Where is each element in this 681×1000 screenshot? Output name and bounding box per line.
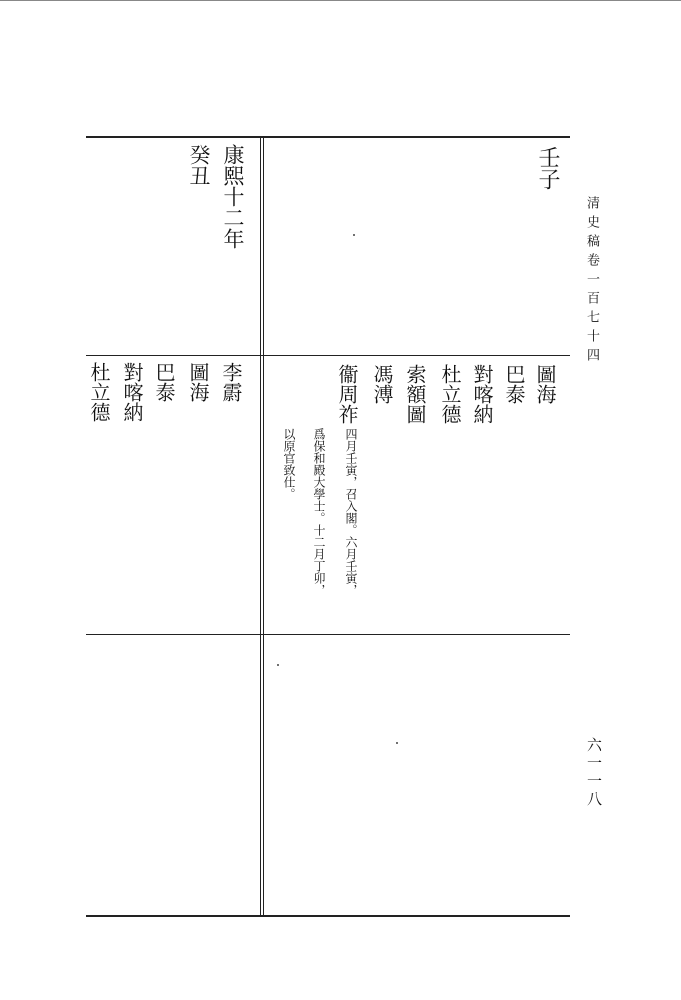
official-name: 李霨 [219,362,243,402]
scan-speck [396,742,398,744]
official-name: 圖海 [186,362,210,402]
running-header-title: 清史稿卷一百七十四 [584,196,599,367]
cyclical-year-left: 癸丑 [187,144,211,186]
appointment-note-line: 爲保和殿大學士。十二月丁卯， [312,428,326,596]
cyclical-year-right: 壬子 [535,146,560,190]
official-name: 對喀納 [470,364,494,424]
table-row-rule-1 [86,355,570,356]
scan-top-edge [0,0,681,1]
official-name: 巴泰 [152,362,176,402]
appointment-note-line: 以原官致仕。 [282,428,296,500]
reign-year: 康熙十二年 [221,144,245,249]
official-name: 巴泰 [502,364,526,404]
official-name: 對喀納 [120,362,144,422]
table-row-rule-2 [86,634,570,635]
official-name: 衞周祚 [335,364,359,424]
official-name: 杜立德 [87,362,111,422]
table-top-rule [86,136,570,138]
scan-speck [353,234,355,236]
appointment-note-line: 四月壬寅，召入閣。六月壬寅， [344,428,358,596]
official-name: 馮溥 [370,364,394,404]
official-name: 杜立德 [438,364,462,424]
official-name: 圖海 [533,364,557,404]
page-number: 六一一八 [585,737,603,809]
table-center-divider [260,136,261,915]
scan-speck [277,664,279,666]
official-name: 索額圖 [403,364,427,424]
table-bottom-rule [86,915,570,917]
